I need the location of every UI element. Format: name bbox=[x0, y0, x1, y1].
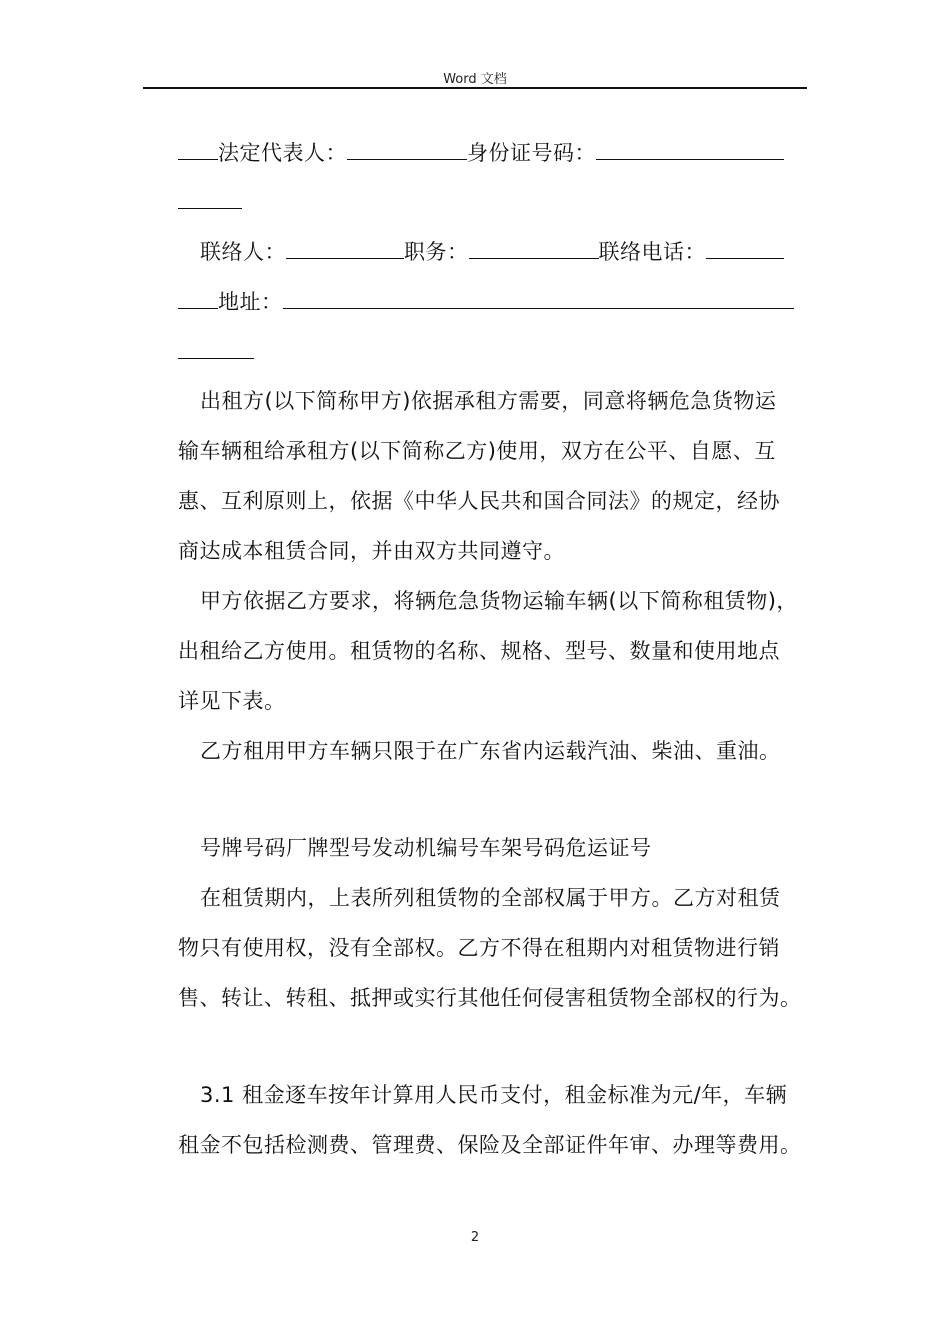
address-continuation bbox=[178, 336, 254, 367]
page-number: 2 bbox=[470, 1230, 480, 1245]
legal-rep-line bbox=[178, 137, 784, 168]
blank-underline bbox=[178, 137, 218, 160]
address-line bbox=[178, 286, 794, 317]
id-number-label: 身份证号码： bbox=[467, 141, 596, 165]
blank-underline bbox=[178, 186, 242, 209]
contact-label: 联络人： bbox=[200, 240, 286, 264]
paragraph-line: 甲方依据乙方要求，将辆危急货物运输车辆(以下简称租赁物)， bbox=[200, 589, 798, 613]
id-number-blank bbox=[596, 137, 784, 160]
address-blank bbox=[283, 286, 794, 309]
phone-label: 联络电话： bbox=[598, 240, 706, 264]
table-header-line: 号牌号码厂牌型号发动机编号车架号码危运证号 bbox=[200, 836, 652, 860]
phone-blank bbox=[706, 236, 784, 259]
position-blank bbox=[469, 236, 599, 259]
paragraph-line: 输车辆租给承租方(以下简称乙方)使用，双方在公平、自愿、互 bbox=[178, 439, 776, 463]
paragraph-line: 售、转让、转租、抵押或实行其他任何侵害租赁物全部权的行为。 bbox=[178, 986, 802, 1010]
paragraph-line: 物只有使用权，没有全部权。乙方不得在租期内对租赁物进行销 bbox=[178, 936, 780, 960]
paragraph-line: 详见下表。 bbox=[178, 689, 286, 713]
paragraph-line: 3.1 租金逐车按年计算用人民币支付，租金标准为元/年，车辆 bbox=[200, 1083, 788, 1107]
paragraph-line: 在租赁期内，上表所列租赁物的全部权属于甲方。乙方对租赁 bbox=[200, 886, 781, 910]
blank-underline bbox=[178, 286, 218, 309]
address-label: 地址： bbox=[218, 290, 283, 314]
legal-rep-blank bbox=[347, 137, 467, 160]
paragraph-line: 出租给乙方使用。租赁物的名称、规格、型号、数量和使用地点 bbox=[178, 639, 780, 663]
paragraph-line: 乙方租用甲方车辆只限于在广东省内运载汽油、柴油、重油。 bbox=[200, 739, 781, 763]
header-divider bbox=[143, 87, 807, 89]
legal-rep-label: 法定代表人： bbox=[218, 141, 347, 165]
paragraph-line: 租金不包括检测费、管理费、保险及全部证件年审、办理等费用。 bbox=[178, 1133, 802, 1157]
id-number-continuation bbox=[178, 186, 242, 217]
position-label: 职务： bbox=[404, 240, 469, 264]
contact-blank bbox=[286, 236, 404, 259]
contact-line bbox=[200, 236, 784, 267]
paragraph-line: 惠、互利原则上，依据《中华人民共和国合同法》的规定，经协 bbox=[178, 489, 780, 513]
blank-underline bbox=[178, 336, 254, 359]
page-header-title: Word 文档 bbox=[443, 72, 507, 87]
paragraph-line: 出租方(以下简称甲方)依据承租方需要，同意将辆危急货物运 bbox=[200, 389, 777, 413]
paragraph-line: 商达成本租赁合同，并由双方共同遵守。 bbox=[178, 539, 565, 563]
